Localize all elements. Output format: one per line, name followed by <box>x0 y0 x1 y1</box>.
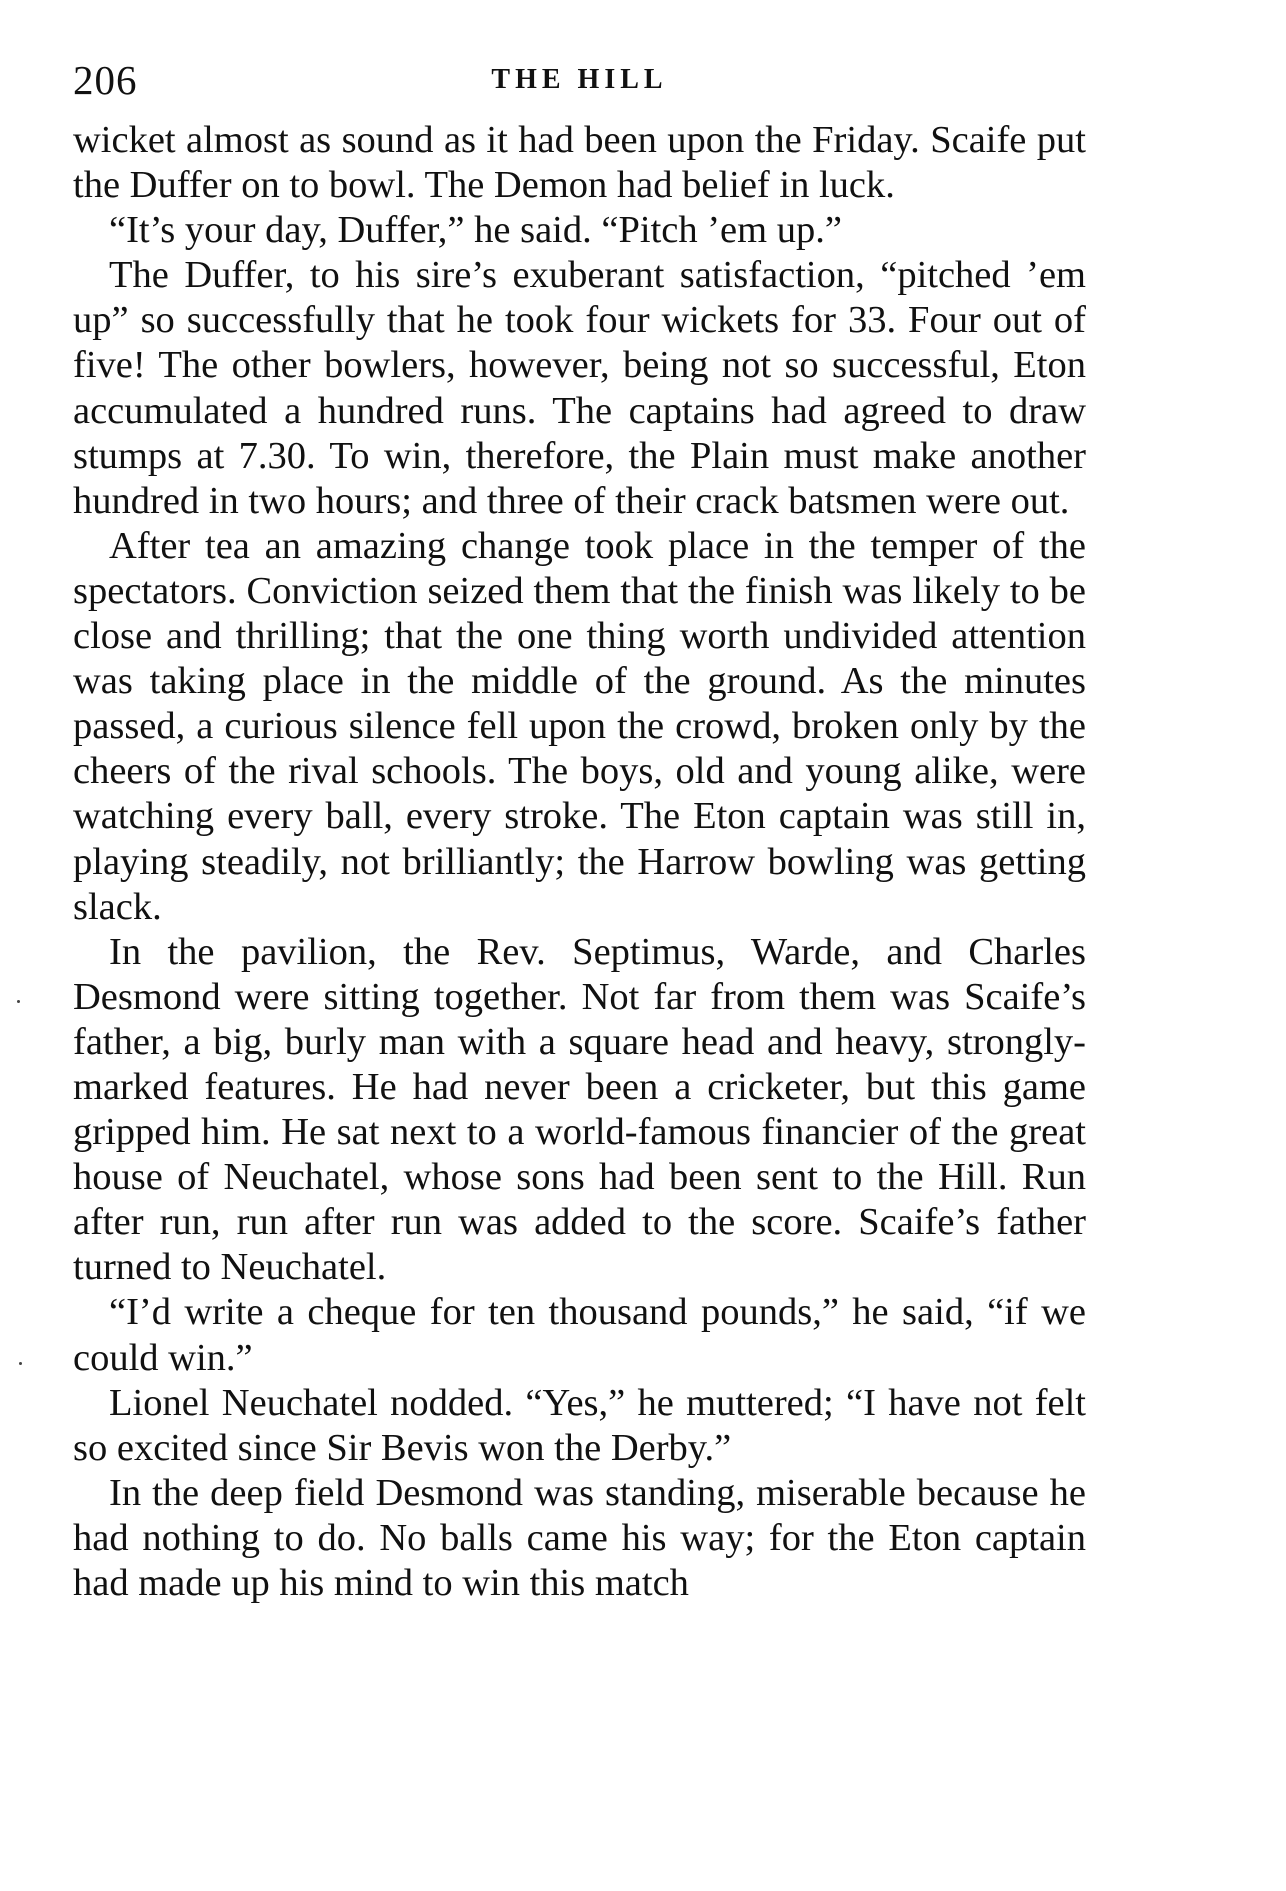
paragraph: “I’d write a cheque for ten thousand pounds,” he said, “if we could win.” <box>73 1291 1086 1379</box>
body-text <box>73 118 1086 1606</box>
paragraph: Lionel Neuchatel nodded. “Yes,” he muttered; “I have not felt so excited since Sir Bevis won the Derby.” <box>73 1381 1086 1469</box>
scan-speck <box>19 1362 22 1365</box>
paragraph: The Duffer, to his sire’s exuberant satisfaction, “pitched ’em up” so successfully that he took four wickets for 33. Four out of five! The other bowlers, however, being not so successful, Eton accumulated a hundred runs. The captains had agreed to draw stumps at 7.30. To win, therefore, the Plain must make another hundred in two hours; and three of their crack batsmen were out. <box>73 254 1086 522</box>
paragraph: In the pavilion, the Rev. Septimus, Warde, and Charles Desmond were sitting together. Not far from them was Scaife’s father, a big, burly man with a square head and heavy, strongly-marked features. He had never been a cricketer, but this game gripped him. He sat next to a world-famous financier of the great house of Neuchatel, whose sons had been sent to the Hill. Run after run, run after run was added to the score. Scaife’s father turned to Neuchatel. <box>73 930 1086 1289</box>
paragraph: “It’s your day, Duffer,” he said. “Pitch ’em up.” <box>109 209 842 252</box>
scan-speck <box>17 1000 20 1003</box>
paragraph: wicket almost as sound as it had been upon the Friday. Scaife put the Duffer on to bowl. The Demon had belief in luck. <box>73 119 1086 207</box>
paragraph: After tea an amazing change took place in the temper of the spectators. Conviction seized them that the finish was likely to be close and thrilling; that the one thing worth undivided attention was taking place in the middle of the ground. As the minutes passed, a curious silence fell upon the crowd, broken only by the cheers of the rival schools. The boys, old and young alike, were watching every ball, every stroke. The Eton captain was still in, playing steadily, not brilliantly; the Harrow bowling was getting slack. <box>73 524 1086 928</box>
running-head <box>73 50 1086 110</box>
page-number: 206 <box>73 57 138 103</box>
paragraph: In the deep field Desmond was standing, miserable because he had nothing to do. No balls came his way; for the Eton captain had made up his mind to win this match <box>73 1471 1086 1604</box>
running-title: THE HILL <box>491 64 668 95</box>
